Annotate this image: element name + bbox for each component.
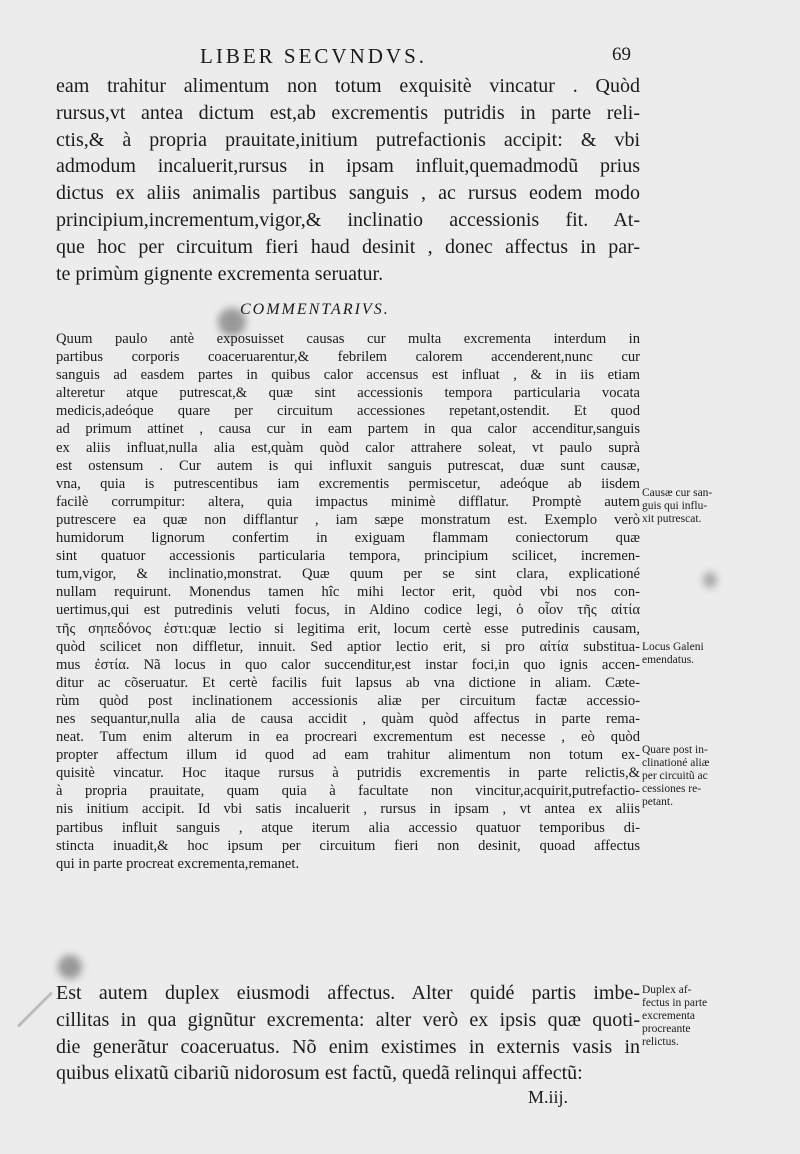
text-line: stincta inuadit,& hoc ipsum per circuitum fieri non desinit, quoad affectus [56, 837, 640, 854]
margin-note-line: procreante [642, 1023, 691, 1035]
signature-mark: M.iij. [528, 1087, 569, 1107]
text-line: quòd scilicet non diffletur, innuit. Sed aptior lectio erit, si pro αἰτία substitua- [56, 638, 640, 655]
text-line: admodum incaluerit,rursus in ipsam influit,quemadmodũ prius [56, 155, 640, 178]
text-line: que hoc per circuitum fieri haud desinit , donec affectus in par- [56, 235, 640, 258]
text-line: nis initium accipit. Id vbi satis incaluerit , rursus in ipsam , vt antea ex aliis [56, 801, 640, 818]
page-header [0, 44, 800, 74]
text-line: die generãtur coaceruatus. Nõ enim existimes in externis vasis in [56, 1035, 640, 1058]
margin-note-duplex [642, 984, 792, 1049]
margin-note-line: relictus. [642, 1036, 679, 1048]
text-line: propter affectum illum id quod ad eam trahitur alimentum non totum ex- [56, 747, 640, 764]
text-line: tum,vigor, & inclinatio,monstrat. Quæ quum per se sint clara, explicationé [56, 566, 640, 583]
text-line: facilè corrumpitur: altera, quia impactus minimè difflatur. Promptè autem [56, 493, 640, 510]
margin-note-line: petant. [642, 796, 673, 808]
text-line: quisitè vincatur. Hoc itaque rursus à putridis excrementis in parte relictis,& [56, 765, 640, 782]
text-line: cillitas in qua gignũtur excrementa: alter verò ex ipsis quæ quoti- [56, 1008, 640, 1031]
paper-scratch [17, 991, 53, 1027]
text-line: ctis,& à propria prauitate,initium putrefactionis accipit: & vbi [56, 128, 640, 151]
text-line: Est autem duplex eiusmodi affectus. Alter quidé partis imbe- [56, 982, 640, 1004]
text-line: principium,incrementum,vigor,& inclinatio accessionis fit. At- [56, 208, 640, 231]
margin-note-line: cessiones re- [642, 783, 702, 795]
text-line: medicis,adeóque quare per circuitum accessiones repetant,ostendit. Et quod [56, 403, 640, 420]
text-line: uertimus,qui est putredinis veluti focus, in Aldino codice legi, ὁ οἷον τῆς αἰτία [56, 602, 640, 619]
text-line: rùm quòd post inclinationem accessionis aliæ per circuitum factæ accessio- [56, 692, 640, 709]
text-line: ditur ac cõseruatur. Et certè facilis fuit lapsus ab vna dictione in aliam. Cæte- [56, 674, 640, 691]
text-line: partibus influit sanguis , atque iterum alia accessio quatuor temporibus di- [56, 819, 640, 836]
text-line: ad primum attinet , causa cur in eam partem in qua calor accenditur,sanguis [56, 421, 640, 438]
margin-note-causae [642, 487, 792, 526]
margin-note-quare [642, 744, 792, 809]
margin-note-line: clinationé aliæ [642, 757, 710, 769]
text-line: τῆς σηπεδόνος ἐστι:quæ lectio si legitima erit, locum certè esse putredinis causam, [56, 620, 640, 637]
margin-note-locus [642, 641, 792, 667]
margin-note-line: Locus Galeni [642, 641, 704, 653]
ink-smudge [58, 955, 82, 979]
text-line: alteretur atque putrescat,& quæ sint accessionis tempora particularia vocata [56, 385, 640, 402]
running-head: LIBER SECVNDVS. [200, 44, 428, 68]
page-number: 69 [612, 44, 631, 65]
margin-note-line: Causæ cur san- [642, 487, 713, 499]
text-line: mus ἐστία. Nã locus in quo calor succenditur,est instar foci,in quo ignis accen- [56, 656, 640, 673]
text-line: quibus elixatũ cibariũ nidorosum est factũ, quedã relinqui affectũ: [56, 1062, 583, 1085]
main-text-upper [56, 73, 640, 287]
text-line: sanguis ad easdem partes in quibus calor accensus est influat , & in iis etiam [56, 367, 640, 384]
text-line: te primùm gignente excrementa seruatur. [56, 262, 384, 285]
margin-note-line: excrementa [642, 1010, 695, 1022]
text-line: vna, quia is putrescentibus iam excrementis permiscetur, adeóque ab iisdem [56, 475, 640, 492]
margin-note-line: Duplex af- [642, 984, 692, 996]
margin-note-line: xit putrescat. [642, 513, 702, 525]
commentary-heading: COMMENTARIVS. [240, 301, 390, 318]
text-line: à propria prauitate, quam quia à facultate non vincitur,acquirit,putrefactio- [56, 783, 640, 800]
text-line: nes sequantur,nulla alia de causa accidit , quàm quòd affectus in parte rema- [56, 710, 640, 727]
commentary-text [56, 330, 640, 873]
text-line: eam trahitur alimentum non totum exquisitè vincatur . Quòd [56, 75, 640, 97]
text-line: neat. Tum enim alterum in ea procreari excrementum est necesse , eò quòd [56, 729, 640, 746]
text-line: sint quatuor accessionis particularia tempora, principium scilicet, incremen- [56, 548, 640, 565]
text-line: partibus corporis coaceruarentur,& febrilem calorem accenderent,nunc cur [56, 349, 640, 366]
text-line: humidorum lignorum confertim in exiguam flammam coniectorum quæ [56, 530, 640, 547]
text-line: dictus ex aliis animalis partibus sanguis , ac rursus eodem modo [56, 182, 640, 205]
text-line: ex aliis influat,nulla alia est,quàm quòd calor attrahere soleat, vt paulo suprà [56, 439, 640, 456]
text-line: putrescere ea quæ non difflantur , iam sæpe monstratum est. Exemplo verò [56, 511, 640, 528]
text-line: nullam requirunt. Monendus tamen hîc mihi lector erit, quòd vbi nos con- [56, 584, 640, 601]
text-line: rursus,vt antea dictum est,ab excrementis putridis in parte reli- [56, 101, 640, 124]
main-text-lower [56, 980, 640, 1087]
margin-note-line: guis qui influ- [642, 500, 708, 512]
text-line: Quum paulo antè exposuisset causas cur multa excrementa interdum in [56, 331, 640, 347]
ink-smudge [703, 572, 717, 588]
margin-note-line: fectus in parte [642, 997, 708, 1009]
margin-note-line: per circuitũ ac [642, 770, 708, 782]
margin-note-line: emendatus. [642, 654, 695, 666]
text-line: est ostensum . Cur autem is qui influxit sanguis putrescat, duæ sunt causæ, [56, 457, 640, 474]
margin-note-line: Quare post in- [642, 744, 708, 756]
text-line: qui in parte procreat excrementa,remanet. [56, 855, 300, 872]
